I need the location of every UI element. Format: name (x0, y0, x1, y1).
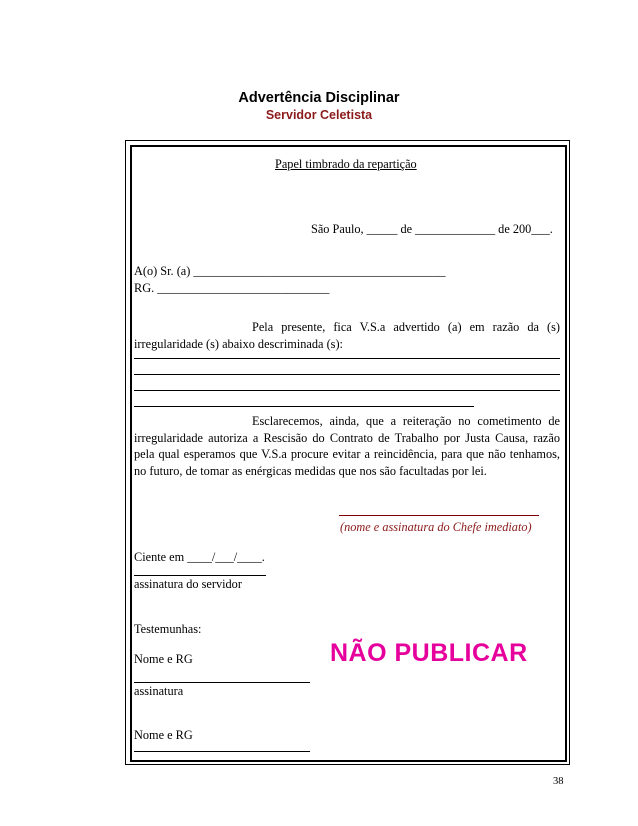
rg-line: RG. ____________________________ (134, 281, 330, 295)
witness1-signature-line (134, 682, 310, 683)
date-line: São Paulo, _____ de _____________ de 200___. (311, 222, 553, 236)
witness1-name-label: Nome e RG (134, 652, 193, 666)
witnesses-label: Testemunhas: (134, 622, 202, 636)
irregularity-line (134, 406, 474, 407)
witness2-signature-line (134, 751, 310, 752)
witness2-name-label: Nome e RG (134, 728, 193, 742)
document-subtitle: Servidor Celetista (265, 108, 373, 122)
chief-signature-line (339, 515, 539, 516)
document-title: Advertência Disciplinar (238, 90, 400, 106)
chief-signature-caption: (nome e assinatura do Chefe imediato) (340, 520, 532, 534)
page-number: 38 (553, 776, 564, 787)
irregularity-line (134, 358, 560, 359)
warning-paragraph-text: Pela presente, fica V.S.a advertido (a) em razão da (s) irregularidade (s) abaixo descriminada (s): (134, 320, 560, 351)
irregularity-line (134, 374, 560, 375)
witness1-signature-label: assinatura (134, 684, 184, 698)
clarification-paragraph (134, 413, 560, 479)
acknowledgement-date: Ciente em ____/___/____. (134, 550, 265, 564)
warning-paragraph (134, 319, 560, 352)
irregularity-line (134, 390, 560, 391)
letterhead-label: Papel timbrado da repartição (275, 157, 417, 171)
do-not-publish-stamp: NÃO PUBLICAR (330, 639, 528, 667)
addressee-line: A(o) Sr. (a) _________________________________________ (134, 264, 446, 278)
employee-signature-label: assinatura do servidor (134, 577, 242, 591)
employee-signature-line (134, 575, 266, 576)
clarification-paragraph-text: Esclarecemos, ainda, que a reiteração no cometimento de irregularidade autoriza a Rescisão do Contrato de Trabalho por Justa Causa, razão pela qual esperamos que V.S.a procure evitar a reincidência, para que não tenhamos, no futuro, de tomar as enérgicas medidas que nos são facultadas por lei. (134, 414, 560, 478)
